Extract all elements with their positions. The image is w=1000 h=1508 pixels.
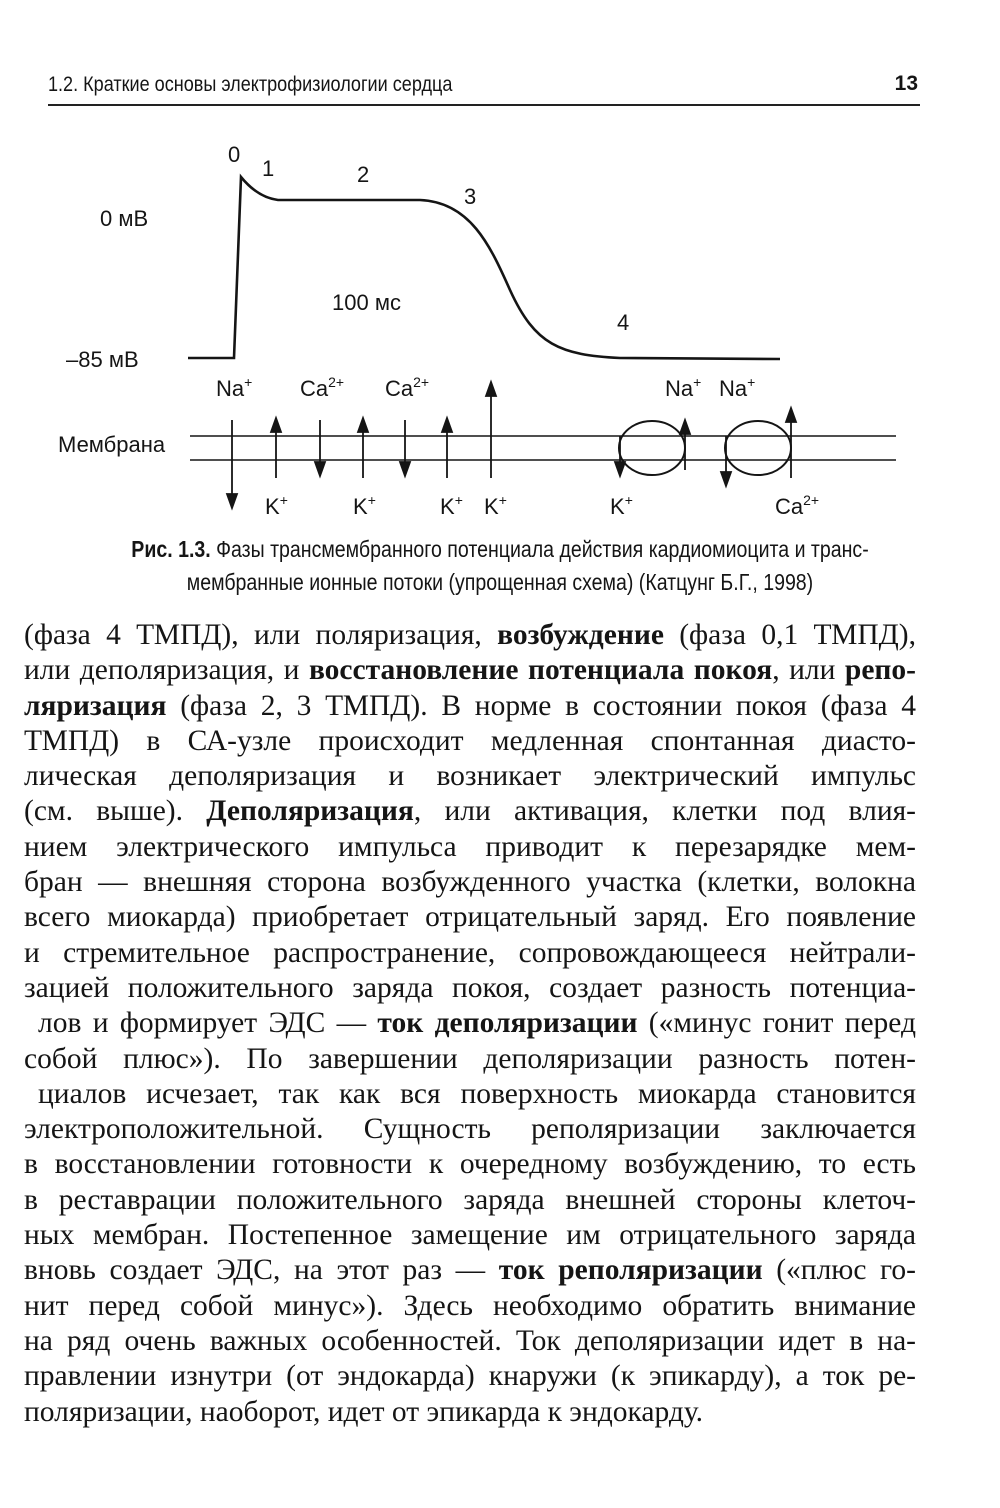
phase-label-1: 1 <box>262 156 275 181</box>
phase-label-3: 3 <box>464 184 477 209</box>
text-line: всего миокарда) приобретает отрицательный заряд. Его появление <box>24 901 916 934</box>
term-excitation: возбуждение <box>497 619 664 651</box>
na-k-pump <box>619 421 685 475</box>
caption-label: Рис. 1.3. <box>131 536 211 562</box>
text-line: поляризации, наоборот, идет от эпикарда к эндокарду. <box>24 1395 704 1428</box>
text-line: вновь создает ЭДС, на этот раз — ток реполяризации («плюс го- <box>24 1254 916 1287</box>
text-line: в реставрации положительного заряда внешней стороны клеточ- <box>24 1183 916 1216</box>
text-line: (фаза 4 ТМПД), или поляризация, возбуждение (фаза 0,1 ТМПД), <box>24 619 916 651</box>
ion-label-na-3: Na+ <box>719 374 756 401</box>
ion-label-ca-3: $Ca^{2+}$ <box>775 492 820 519</box>
ion-label-na-1: Na+ <box>216 374 253 401</box>
ion-label-ca-2: $Ca^{2+}$ <box>385 374 430 401</box>
caption-text-1: Фазы трансмембранного потенциала действия кардиомиоцита и транс- <box>210 536 869 562</box>
text-line: и стремительное распространение, сопровождающееся нейтрали- <box>24 936 916 969</box>
text-line: циалов исчезает, так как вся поверхность миокарда становится <box>38 1077 916 1110</box>
action-potential-figure <box>0 130 1000 530</box>
page-header <box>48 70 920 106</box>
term-repolarization-part2: ляризация <box>24 689 167 722</box>
action-potential-diagram <box>0 130 1000 530</box>
text-line: ных мембран. Постепенное замещение им отрицательного заряда <box>24 1219 916 1252</box>
running-title: 1.2. Краткие основы электрофизиологии сердца <box>48 73 453 96</box>
term-repolarization-current: ток реполяризации <box>498 1254 763 1287</box>
term-depolarization: Деполяризация <box>206 795 414 828</box>
text-line: собой плюс»). По завершении деполяризации разность потен- <box>24 1042 916 1075</box>
text-line: нием электрического импульса приводит к перезарядке мем- <box>24 830 916 863</box>
term-depolarization-current: ток деполяризации <box>377 1007 638 1040</box>
term-restoration: восстановление потенциала покоя <box>308 654 773 687</box>
page-number: 13 <box>894 72 918 95</box>
ion-label-k-1: K+ <box>265 492 288 519</box>
text-line: лическая деполяризация и возникает электрический импульс <box>24 760 916 793</box>
text-line: нит перед собой минус»). Здесь необходимо обратить внимание <box>24 1289 916 1322</box>
ion-label-k-3: K+ <box>440 492 463 519</box>
figure-caption <box>40 533 960 599</box>
phase-label-0: 0 <box>228 142 241 167</box>
text-line: ляризация (фаза 2, 3 ТМПД). В норме в состоянии покоя (фаза 4 <box>24 689 916 722</box>
ion-label-ca-1: $Ca^{2+}$ <box>300 374 345 401</box>
text-line: правлении изнутри (от эндокарда) кнаружи (к эпикарду), а ток ре- <box>24 1360 916 1393</box>
term-repolarization-part1: репо- <box>844 654 916 687</box>
phase-label-4: 4 <box>617 310 630 335</box>
ion-label-k-2: K+ <box>353 492 376 519</box>
y-label-rest: –85 мВ <box>66 347 139 372</box>
ion-label-k-5: K+ <box>610 492 633 519</box>
text-line: или деполяризация, и восстановление потенциала покоя, или репо- <box>24 654 916 687</box>
body-paragraph <box>24 618 916 1430</box>
text-line: лов и формирует ЭДС — ток деполяризации («минус гонит перед <box>38 1007 917 1040</box>
duration-label: 100 мс <box>332 290 401 315</box>
text-line: (см. выше). Деполяризация, или активация, клетки под влия- <box>24 795 916 828</box>
y-label-zero: 0 мВ <box>100 206 149 231</box>
text-line: зацией положительного заряда покоя, создает разность потенциа- <box>24 971 916 1004</box>
text-line: в восстановлении готовности к очередному возбуждению, то есть <box>24 1148 916 1181</box>
text-line: бран — внешняя сторона возбужденного участка (клетки, волокна <box>24 866 916 899</box>
caption-line-2: мембранные ионные потоки (упрощенная схема) (Катцунг Б.Г., 1998) <box>186 569 814 595</box>
action-potential-curve <box>188 177 780 359</box>
text-line: электроположительной. Сущность реполяризации заключается <box>24 1113 916 1146</box>
text-line: на ряд очень важных особенностей. Ток деполяризации идет в на- <box>24 1324 916 1357</box>
ion-label-na-2: Na+ <box>665 374 702 401</box>
na-ca-exchanger <box>725 421 791 475</box>
phase-label-2: 2 <box>357 162 370 187</box>
caption-line-1 <box>109 533 891 566</box>
text-line: ТМПД) в СА-узле происходит медленная спонтанная диасто- <box>24 724 916 757</box>
membrane-label: Мембрана <box>58 432 166 457</box>
ion-label-k-4: K+ <box>484 492 507 519</box>
